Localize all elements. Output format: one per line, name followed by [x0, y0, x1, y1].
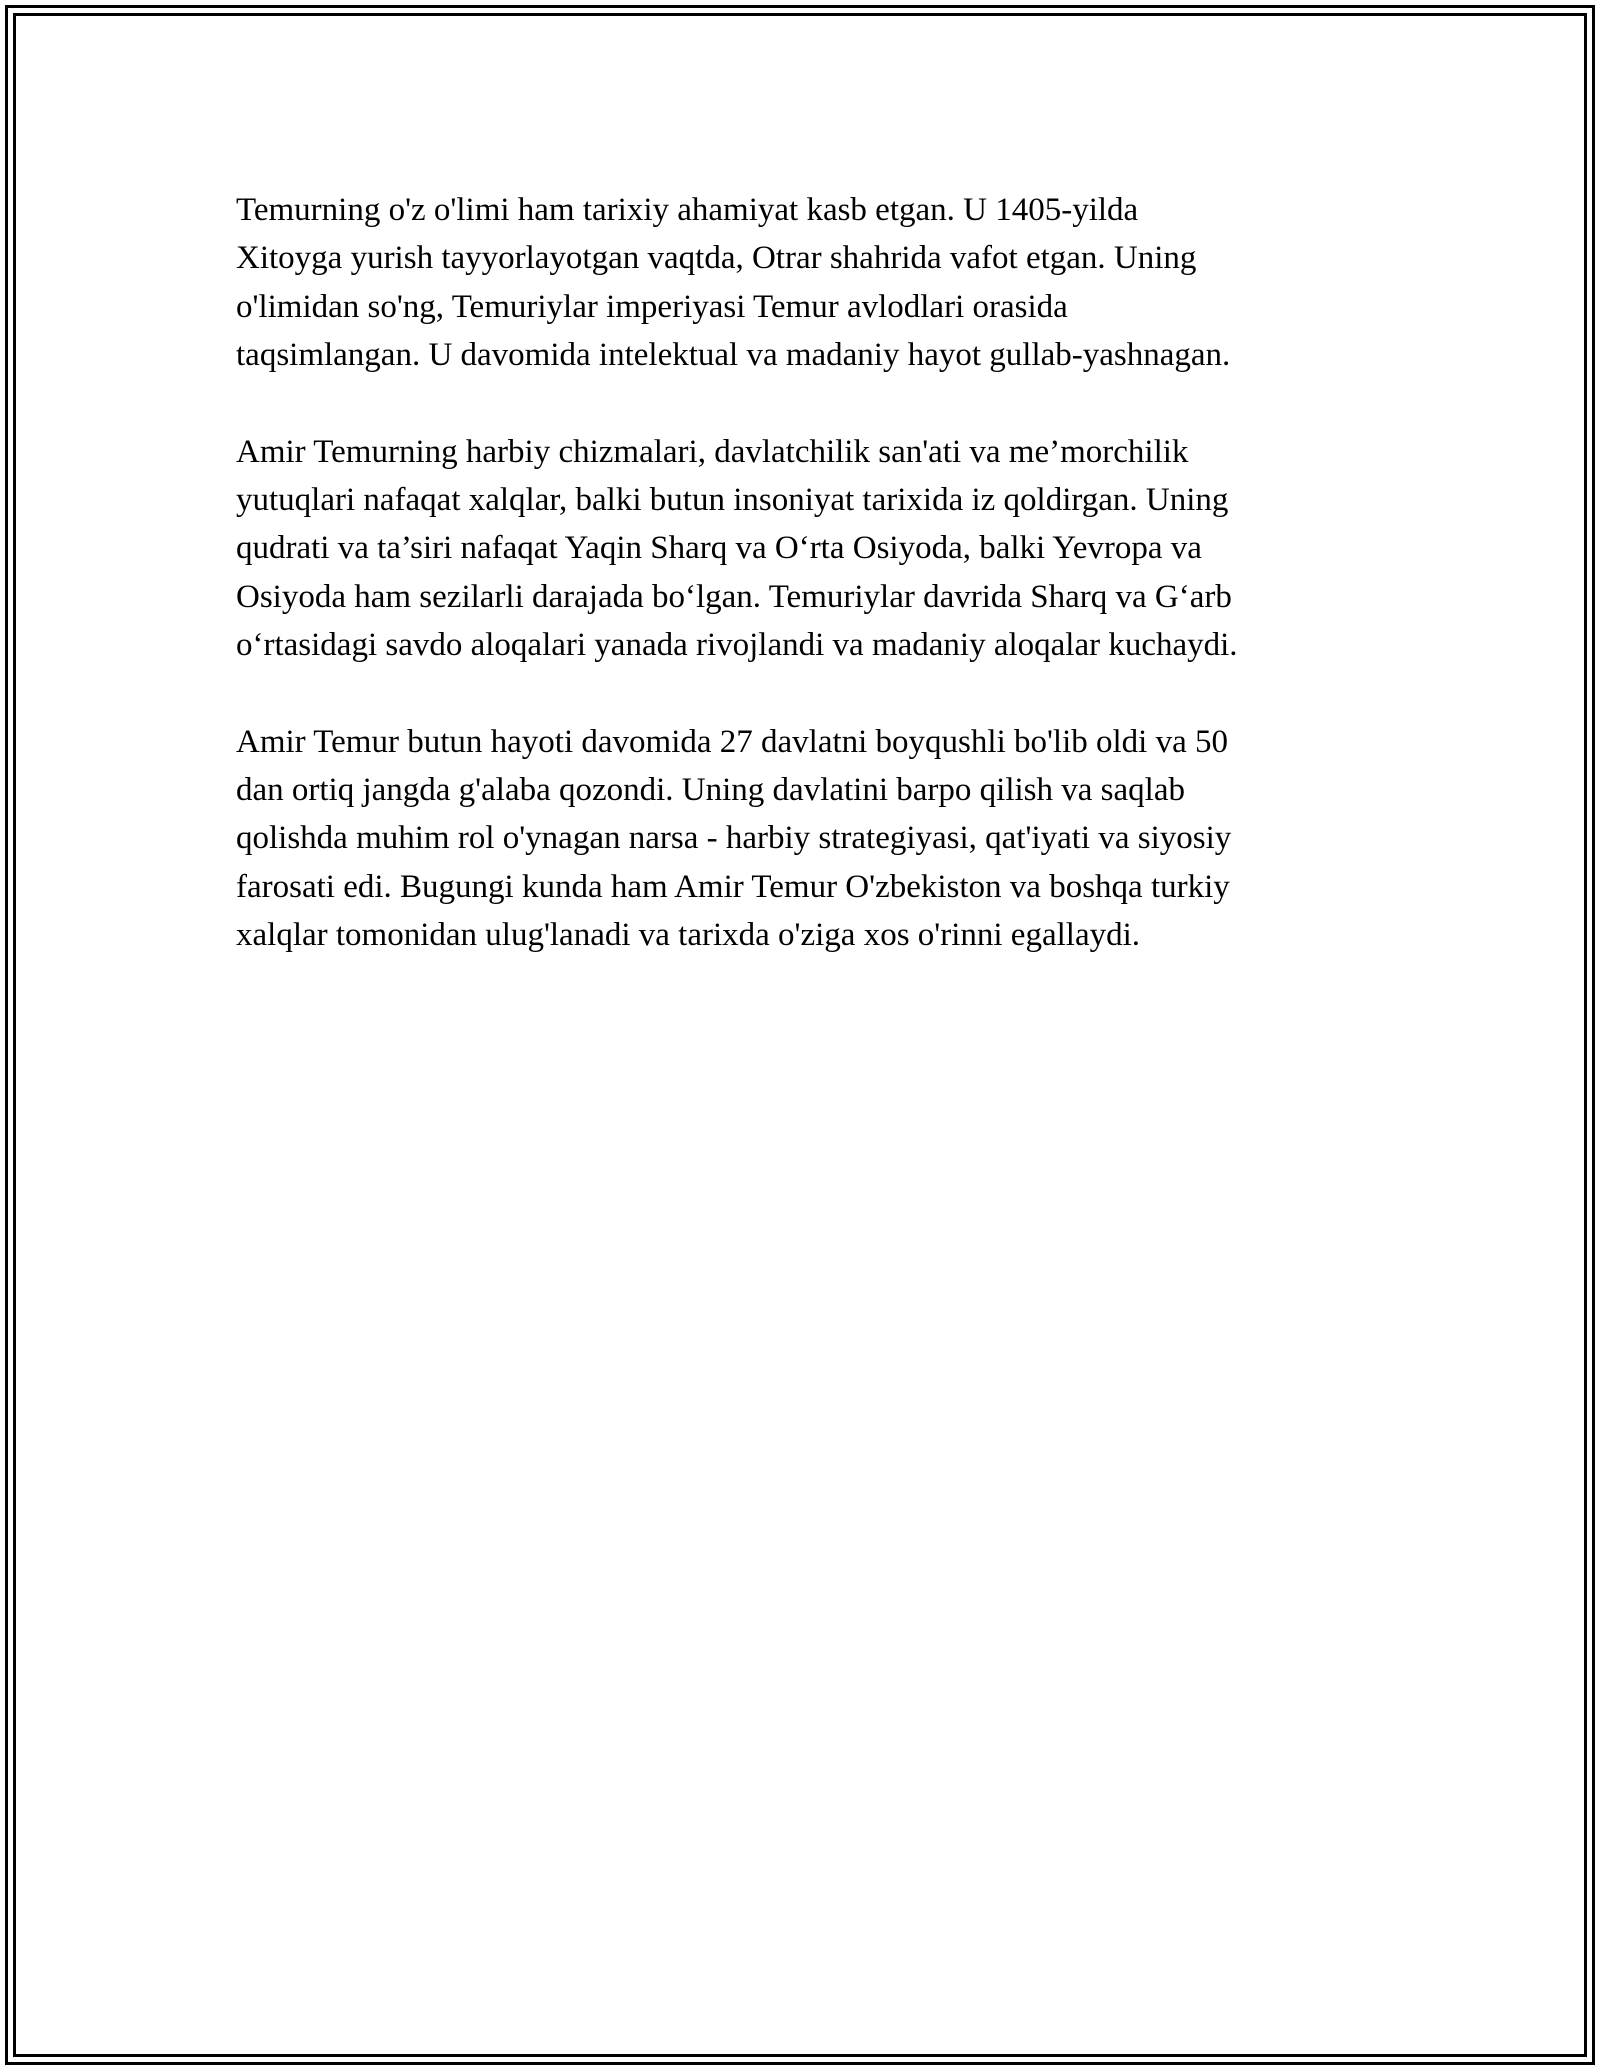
text-line: xalqlar tomonidan ulug'lanadi va tarixda o'ziga xos o'rinni egallaydi.: [236, 917, 1141, 954]
text-line: Amir Temurning harbiy chizmalari, davlatchilik san'ati va me’morchilik: [236, 433, 1189, 470]
text-line: qolishda muhim rol o'ynagan narsa - harbiy strategiyasi, qat'iyati va siyosiy: [236, 820, 1232, 857]
text-line: qudrati va ta’siri nafaqat Yaqin Sharq va O‘rta Osiyoda, balki Yevropa va: [236, 530, 1202, 567]
text-line: Temurning o'z o'limi ham tarixiy ahamiyat kasb etgan. U 1405-yilda: [236, 192, 1139, 228]
text-line: yutuqlari nafaqat xalqlar, balki butun insoniyat tarixida iz qoldirgan. Uning: [236, 482, 1229, 519]
text-line: dan ortiq jangda g'alaba qozondi. Uning davlatini barpo qilish va saqlab: [236, 772, 1185, 809]
paragraph-1: [236, 186, 1376, 380]
paragraph-2: [236, 428, 1376, 670]
text-line: Osiyoda ham sezilarli darajada bo‘lgan. Temuriylar davrida Sharq va G‘arb: [236, 578, 1232, 615]
text-line: Amir Temur butun hayoti davomida 27 davlatni boyqushli bo'lib oldi va 50: [236, 723, 1228, 760]
text-line: Xitoyga yurish tayyorlayotgan vaqtda, Otrar shahrida vafot etgan. Uning: [236, 240, 1197, 277]
paragraph-3: [236, 718, 1376, 960]
text-line: taqsimlangan. U davomida intelektual va madaniy hayot gullab-yashnagan.: [236, 337, 1231, 374]
text-line: farosati edi. Bugungi kunda ham Amir Temur O'zbekiston va boshqa turkiy: [236, 868, 1230, 905]
text-line: o‘rtasidagi savdo aloqalari yanada rivojlandi va madaniy aloqalar kuchaydi.: [236, 627, 1238, 664]
document-body: [236, 186, 1376, 1008]
text-line: o'limidan so'ng, Temuriylar imperiyasi Temur avlodlari orasida: [236, 288, 1068, 325]
